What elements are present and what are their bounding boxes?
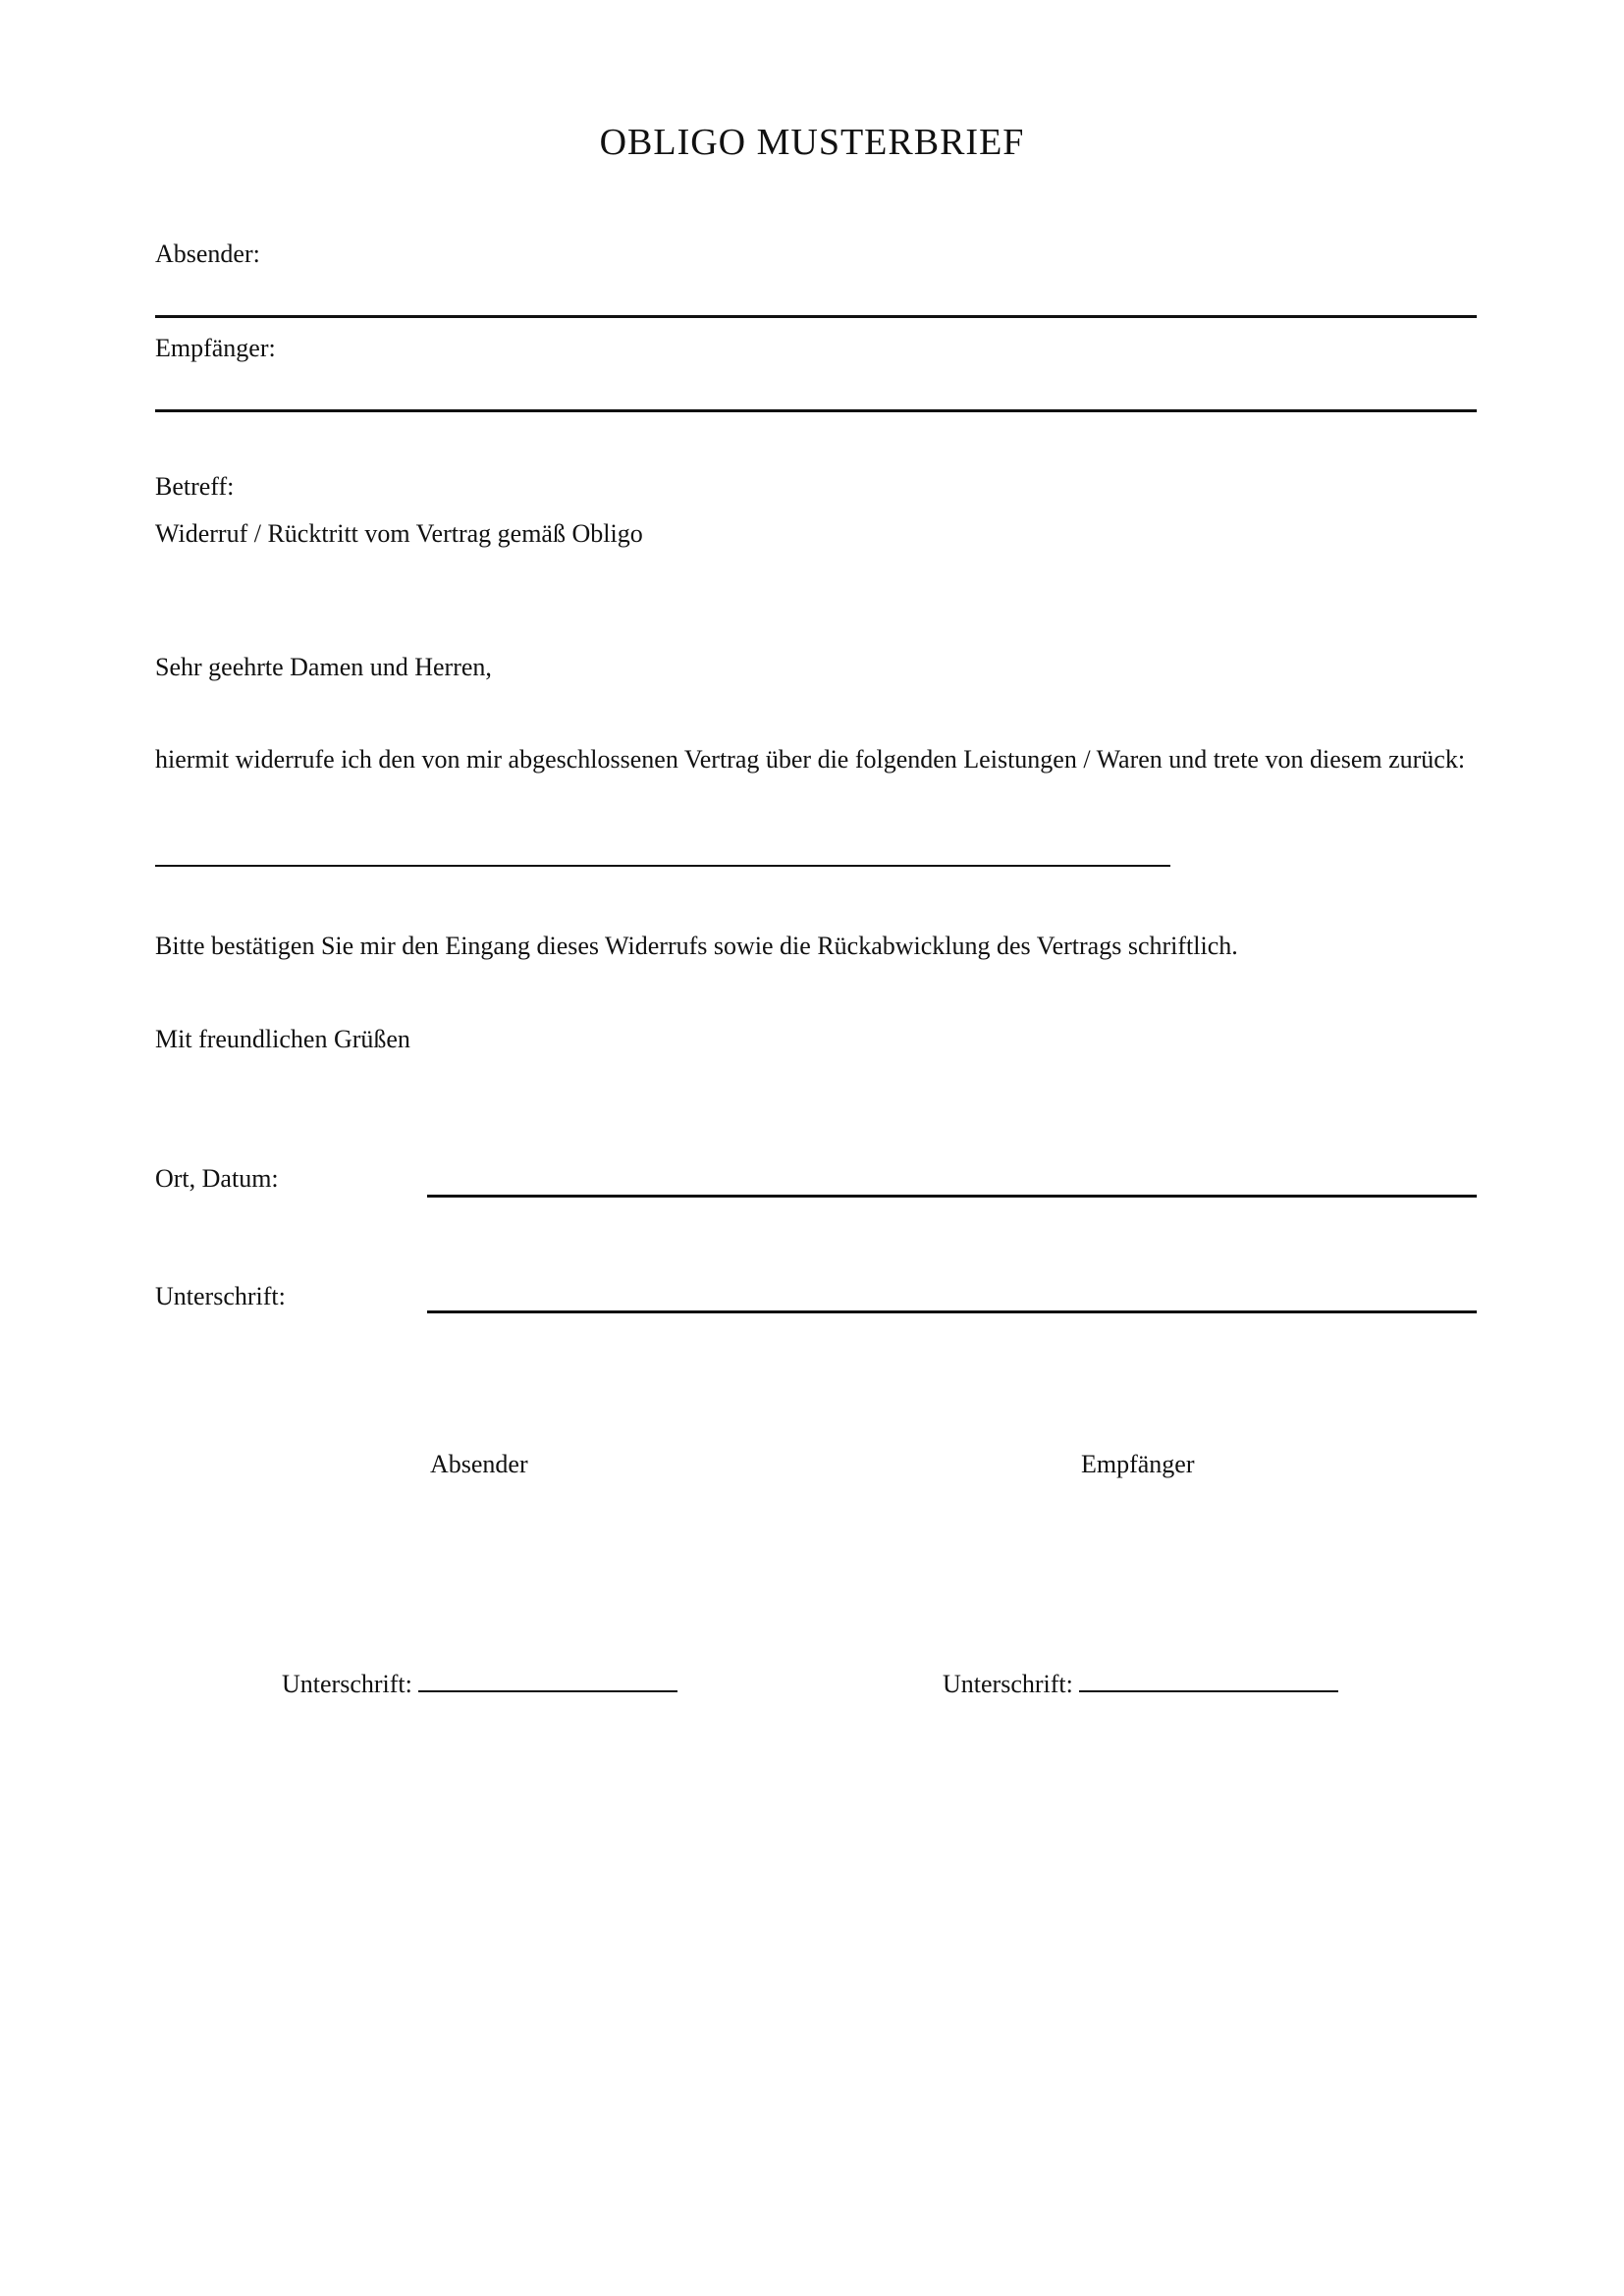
body-confirm: Bitte bestätigen Sie mir den Eingang dieses Widerrufs sowie die Rückabwicklung des Vertrags schriftlich. — [155, 932, 1238, 960]
subject-text: Widerruf / Rücktritt vom Vertrag gemäß Obligo — [155, 519, 643, 548]
col-sender-heading: Absender — [430, 1450, 528, 1478]
place-date-label: Ort, Datum: — [155, 1164, 279, 1193]
col-sender-signature — [282, 1669, 677, 1700]
recipient-label: Empfänger: — [155, 334, 276, 362]
signature-label: Unterschrift: — [155, 1282, 286, 1310]
document-title: OBLIGO MUSTERBRIEF — [599, 122, 1025, 163]
col-recipient-heading: Empfänger — [1081, 1450, 1195, 1478]
closing: Mit freundlichen Grüßen — [155, 1025, 410, 1053]
subject-label: Betreff: — [155, 472, 235, 501]
col-recipient-sig-line[interactable] — [1079, 1669, 1338, 1692]
recipient-line[interactable] — [155, 409, 1477, 412]
salutation: Sehr geehrte Damen und Herren, — [155, 653, 492, 681]
col-sender-sig-line[interactable] — [418, 1669, 677, 1692]
col-recipient-signature — [943, 1669, 1338, 1700]
signature-line[interactable] — [427, 1310, 1477, 1313]
place-date-line[interactable] — [427, 1195, 1477, 1198]
sender-line[interactable] — [155, 315, 1477, 318]
col-recipient-sig-label: Unterschrift: — [943, 1670, 1073, 1698]
body-intro: hiermit widerrufe ich den von mir abgeschlossenen Vertrag über die folgenden Leistungen / Waren und trete von diesem zurück: — [155, 745, 1466, 774]
services-blank-line[interactable] — [155, 865, 1170, 867]
col-sender-sig-label: Unterschrift: — [282, 1670, 412, 1698]
sender-label: Absender: — [155, 240, 260, 268]
